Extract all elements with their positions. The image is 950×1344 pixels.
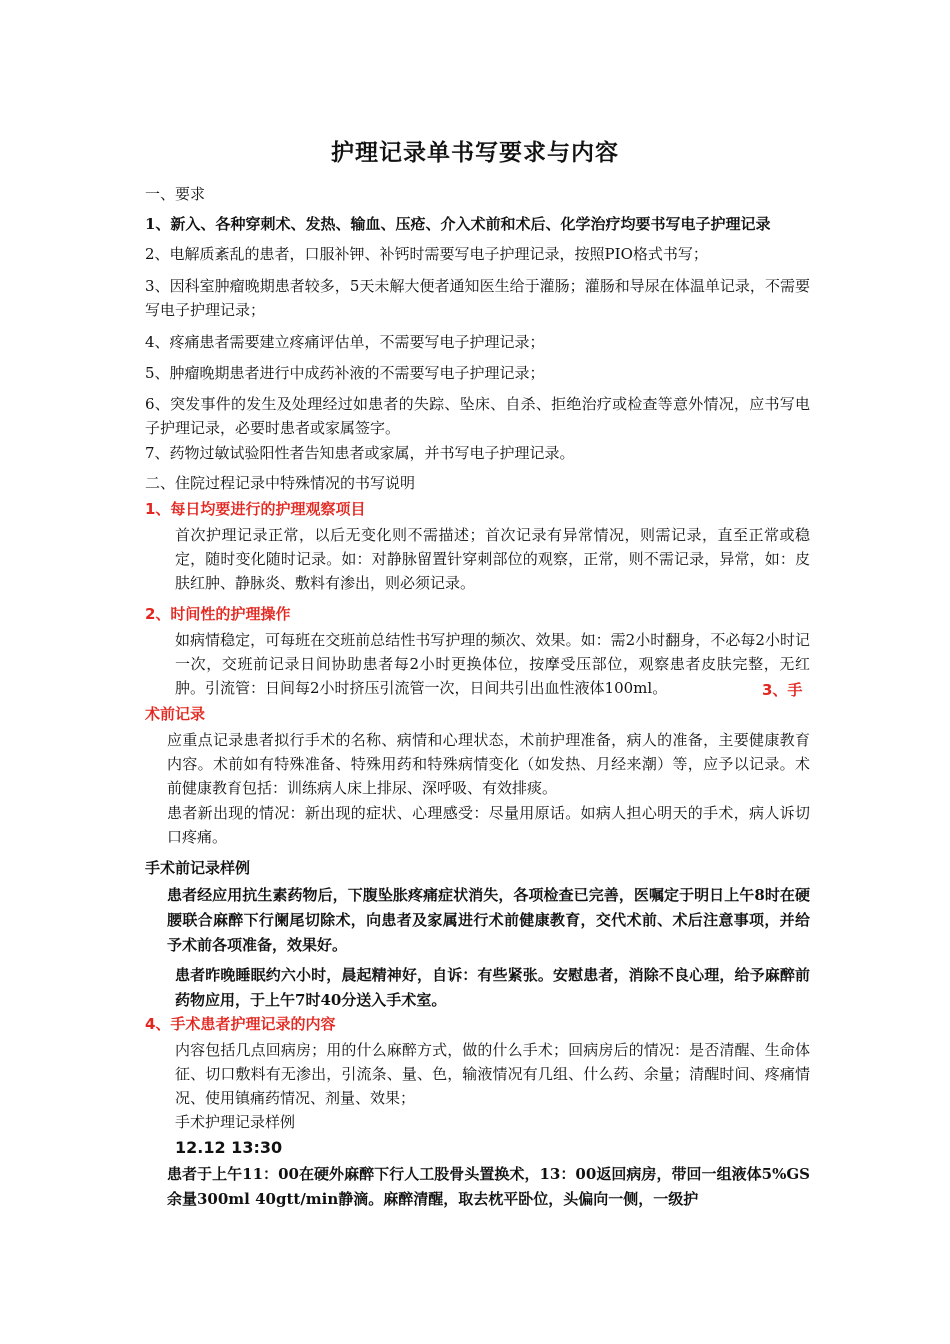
req-item-4: 4、疼痛患者需要建立疼痛评估单，不需要写电子护理记录； — [145, 333, 545, 351]
req-item-2: 2、电解质紊乱的患者，口服补钾、补钙时需要写电子护理记录，按照PIO格式书写； — [145, 245, 708, 263]
sample2-text: 患者于上午11：00在硬外麻醉下行人工股骨头置换术，13：00返回病房，带回一组液体5%GS余量300ml 40gtt/min静滴。麻醉清醒，取去枕平卧位，头偏向一侧，一级护 — [167, 1165, 810, 1208]
sub2-title: 2、时间性的护理操作 — [145, 605, 291, 623]
req-item-6: 6、突发事件的发生及处理经过如患者的失踪、坠床、自杀、拒绝治疗或检查等意外情况，应书写电子护理记录，必要时患者或家属签字。 — [145, 395, 810, 437]
sub4-text: 内容包括几点回病房；用的什么麻醉方式，做的什么手术；回病房后的情况：是否清醒、生命体征、切口敷料有无渗出，引流条、量、色，输液情况有几组、什么药、余量；清醒时间、疼痛情况、使用镇痛药情况、剂量、效果； — [175, 1041, 810, 1107]
sample-text-1: 患者经应用抗生素药物后，下腹坠胀疼痛症状消失，各项检查已完善，医嘱定于明日上午8时在硬腰联合麻醉下行阑尾切除术，向患者及家属进行术前健康教育，交代术前、术后注意事项，并给予术前各项准备，效果好。 — [167, 886, 810, 954]
sub1-text: 首次护理记录正常，以后无变化则不需描述；首次记录有异常情况，则需记录，直至正常或稳定，随时变化随时记录。如：对静脉留置针穿刺部位的观察，正常，则不需记录，异常，如：皮肤红肿、静脉炎、敷料有渗出，则必须记录。 — [175, 526, 810, 592]
sub3-title-part2: 术前记录 — [145, 705, 206, 723]
req-item-7: 7、药物过敏试验阳性者告知患者或家属，并书写电子护理记录。 — [145, 444, 575, 462]
sub4-title: 4、手术患者护理记录的内容 — [145, 1015, 336, 1033]
req-item-5: 5、肿瘤晚期患者进行中成药补液的不需要写电子护理记录； — [145, 364, 545, 382]
sub1-title: 1、每日均要进行的护理观察项目 — [145, 500, 366, 518]
section1-heading: 一、要求 — [145, 185, 206, 203]
sub3-title-part1: 3、手 — [762, 681, 803, 699]
req-item-3: 3、因科室肿瘤晚期患者较多，5天未解大便者通知医生给于灌肠；灌肠和导尿在体温单记录，不需要写电子护理记录； — [145, 277, 810, 319]
sample2-time: 12.12 13:30 — [175, 1138, 283, 1157]
sub3-text-1: 应重点记录患者拟行手术的名称、病情和心理状态，术前护理准备，病人的准备，主要健康教育内容。术前如有特殊准备、特殊用药和特殊病情变化（如发热、月经来潮）等，应予以记录。术前健康教育包括：训练病人床上排尿、深呼吸、有效排痰。 — [167, 731, 810, 797]
req-item-1: 1、新入、各种穿刺术、发热、输血、压疮、介入术前和术后、化学治疗均要书写电子护理记录 — [145, 215, 771, 233]
sample-text-2: 患者昨晚睡眠约六小时，晨起精神好，自诉：有些紧张。安慰患者，消除不良心理，给予麻醉前药物应用，于上午7时40分送入手术室。 — [175, 966, 810, 1009]
section2-heading: 二、住院过程记录中特殊情况的书写说明 — [145, 474, 416, 492]
sample2-title: 手术护理记录样例 — [175, 1113, 296, 1131]
page-title: 护理记录单书写要求与内容 — [331, 139, 619, 166]
sub2-text: 如病情稳定，可每班在交班前总结性书写护理的频次、效果。如：需2小时翻身，不必每2小时记一次，交班前记录日间协助患者每2小时更换体位，按摩受压部位，观察患者皮肤完整，无红肿。引流管：日间每2小时挤压引流管一次，日间共引出血性液体100ml。 — [175, 631, 810, 697]
sample-title: 手术前记录样例 — [145, 859, 251, 877]
sub3-text-2: 患者新出现的情况：新出现的症状、心理感受：尽量用原话。如病人担心明天的手术，病人诉切口疼痛。 — [167, 804, 810, 846]
